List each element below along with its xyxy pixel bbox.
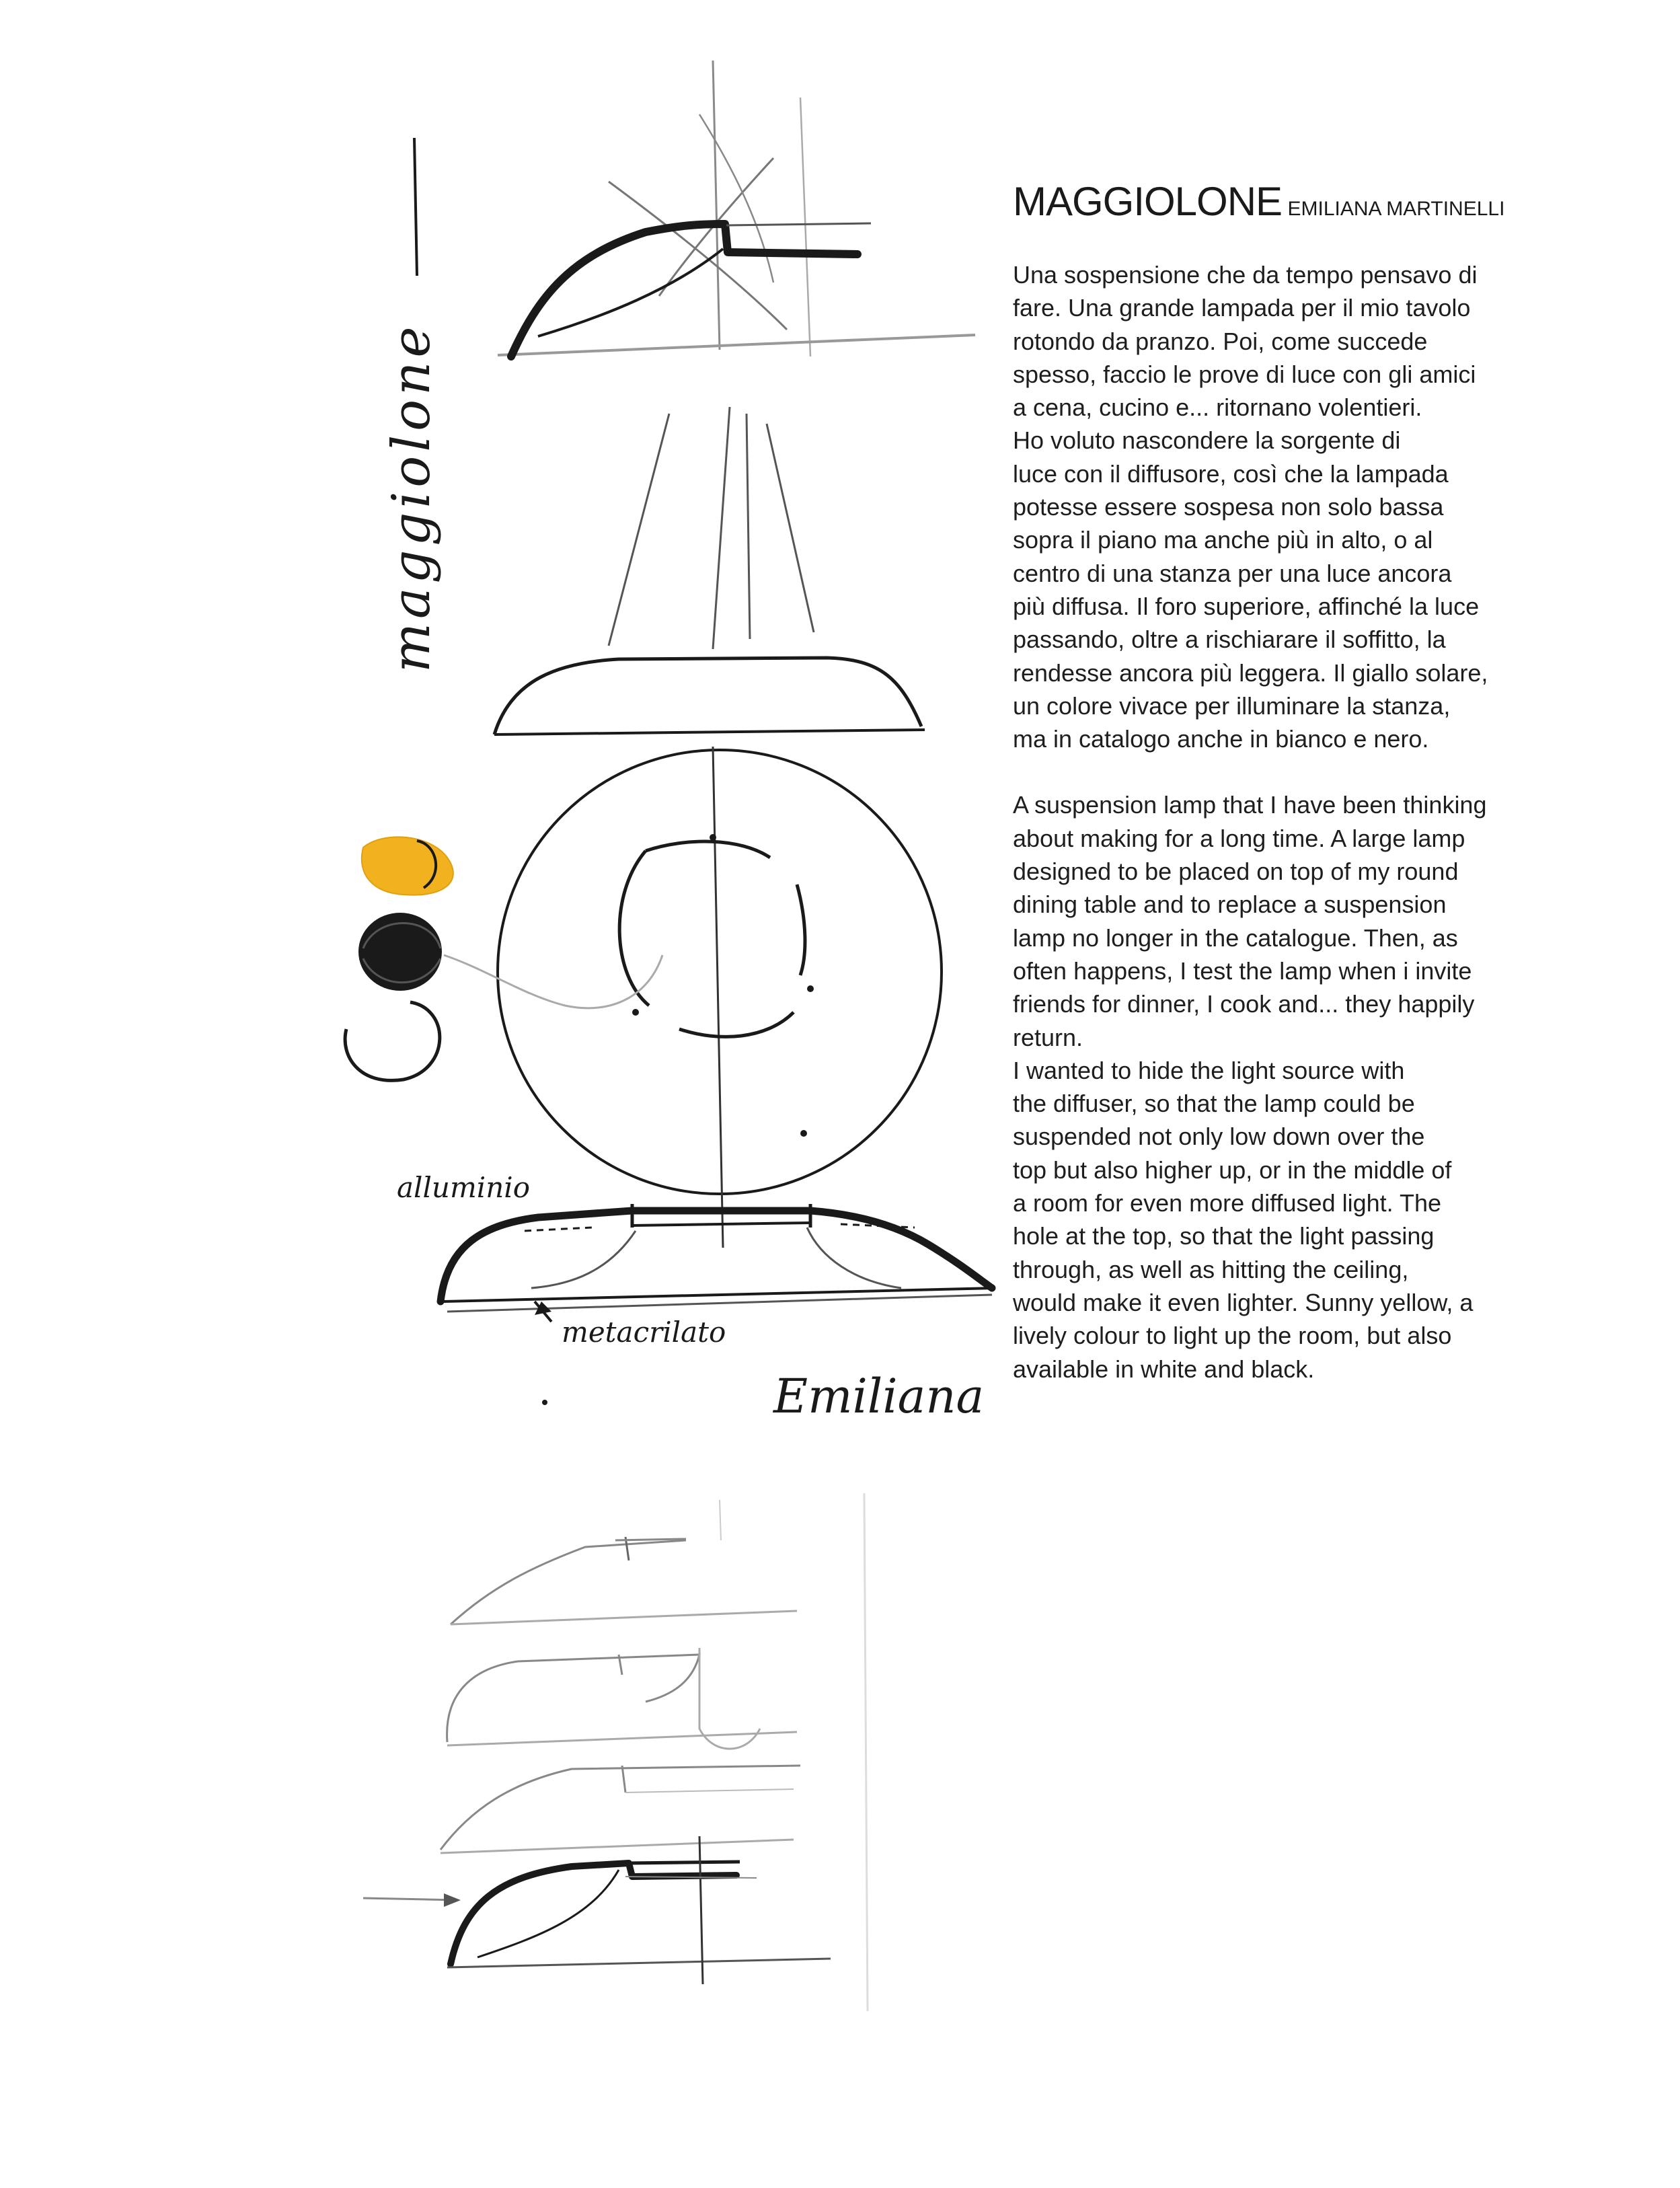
english-line: about making for a long time. A large lamp xyxy=(1013,824,1465,852)
italian-line: Una sospensione che da tempo pensavo di xyxy=(1013,261,1478,289)
italian-line: ma in catalogo anche in bianco e nero. xyxy=(1013,725,1429,753)
product-name: MAGGIOLONE xyxy=(1013,179,1283,224)
english-line: designed to be placed on top of my round xyxy=(1013,858,1459,886)
english-line: I wanted to hide the light source with xyxy=(1013,1056,1405,1084)
english-line: hole at the top, so that the light passing xyxy=(1013,1222,1435,1250)
italian-line: fare. Una grande lampada per il mio tavolo xyxy=(1013,294,1471,322)
italian-description xyxy=(1013,258,1544,755)
designer-signature: Emiliana xyxy=(773,1369,985,1424)
english-line: would make it even lighter. Sunny yellow, a xyxy=(1013,1288,1474,1316)
italian-line: luce con il diffusore, così che la lampada xyxy=(1013,459,1449,488)
italian-line: rendesse ancora più leggera. Il giallo solare, xyxy=(1013,658,1488,687)
english-line: top but also higher up, or in the middle of xyxy=(1013,1156,1452,1184)
iteration-sketches xyxy=(363,1493,868,2011)
english-line: dining table and to replace a suspension xyxy=(1013,891,1447,919)
italian-line: spesso, faccio le prove di luce con gli amici xyxy=(1013,360,1476,388)
italian-line: più diffusa. Il foro superiore, affinché la luce xyxy=(1013,592,1480,620)
note-alluminio: alluminio xyxy=(397,1171,530,1204)
designer-name: EMILIANA MARTINELLI xyxy=(1287,198,1505,220)
paragraph-spacer xyxy=(1013,755,1544,788)
lamp-section xyxy=(397,1171,995,1424)
english-line: available in white and black. xyxy=(1013,1355,1315,1383)
italian-line: potesse essere sospesa non solo bassa xyxy=(1013,493,1444,521)
english-line: through, as well as hitting the ceiling, xyxy=(1013,1255,1409,1283)
light-rays xyxy=(609,407,814,649)
italian-line: rotondo da pranzo. Poi, come succede xyxy=(1013,327,1428,355)
english-line: the diffuser, so that the lamp could be xyxy=(1013,1090,1415,1118)
italian-line: a cena, cucino e... ritornano volentieri. xyxy=(1013,393,1422,422)
english-line: friends for dinner, I cook and... they happily xyxy=(1013,990,1475,1018)
italian-line: Ho voluto nascondere la sorgente di xyxy=(1013,426,1401,455)
english-line: often happens, I test the lamp when i invite xyxy=(1013,956,1472,985)
english-line: lively colour to light up the room, but also xyxy=(1013,1322,1452,1350)
english-line: return. xyxy=(1013,1023,1083,1051)
lamp-elevation xyxy=(494,658,925,734)
english-line: a room for even more diffused light. The xyxy=(1013,1189,1442,1217)
italian-line: passando, oltre a rischiarare il soffitto, la xyxy=(1013,626,1446,654)
italian-line: sopra il piano ma anche più in alto, o al xyxy=(1013,526,1433,554)
page-title xyxy=(1013,179,1544,224)
english-line: suspended not only low down over the xyxy=(1013,1123,1425,1151)
italian-line: centro di una stanza per una luce ancora xyxy=(1013,559,1452,587)
vertical-handwritten-label xyxy=(381,138,442,673)
english-line: A suspension lamp that I have been thinking xyxy=(1013,791,1487,819)
english-description xyxy=(1013,788,1544,1385)
color-swatches xyxy=(345,837,453,1080)
top-profile-sketch xyxy=(498,61,975,356)
label-maggiolone: maggiolone xyxy=(381,322,442,673)
italian-line: un colore vivace per illuminare la stanza, xyxy=(1013,691,1451,720)
text-column xyxy=(1013,179,1544,1386)
note-metacrilato: metacrilato xyxy=(562,1316,726,1349)
english-line: lamp no longer in the catalogue. Then, as xyxy=(1013,923,1458,952)
